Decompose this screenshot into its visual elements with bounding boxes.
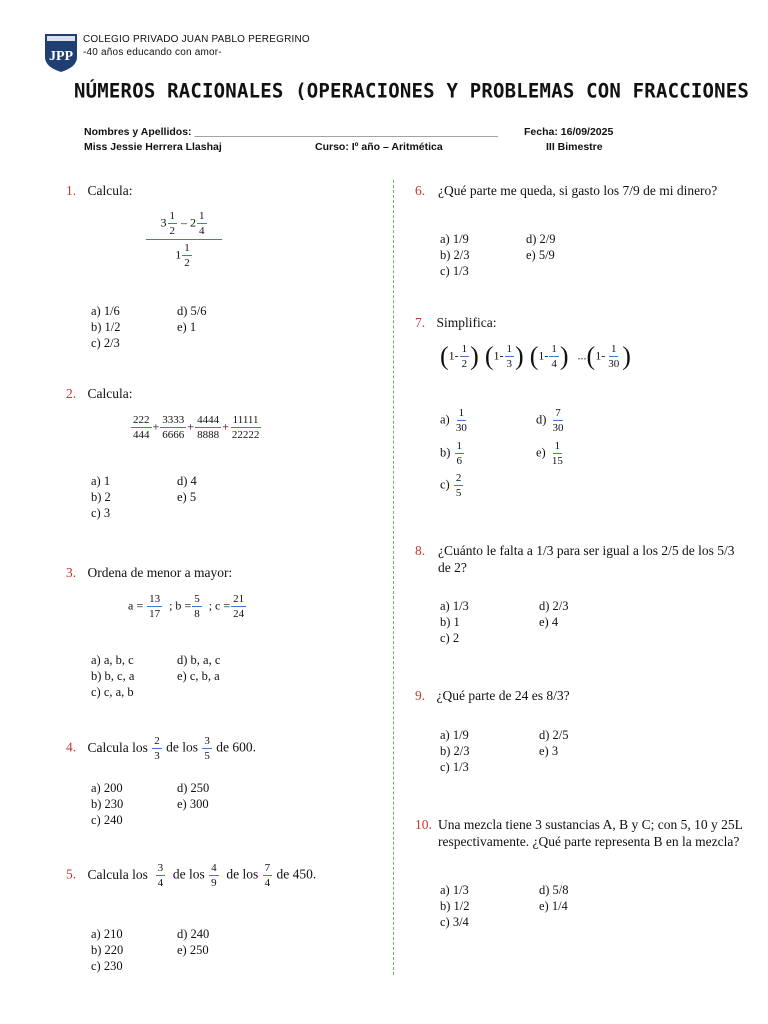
q2-options-left — [91, 473, 111, 521]
option[interactable]: b) b, c, a — [91, 669, 135, 683]
option[interactable]: e) 4 — [539, 615, 559, 629]
question-text: Simplifica: — [436, 315, 497, 330]
fraction: $\frac{1}{3}$ — [506, 343, 513, 370]
question-text: ¿Qué parte me queda, si gasto los 7/9 de mi dinero? — [438, 183, 718, 198]
option[interactable]: d) b, a, c — [177, 653, 221, 667]
question-text: ¿Qué parte de 24 es 8/3? — [436, 688, 570, 703]
fraction: $\frac{1}{4}$ — [199, 210, 205, 237]
question-number: 7. — [415, 315, 426, 330]
option[interactable]: e) 300 — [177, 797, 209, 811]
option[interactable]: a) 1 — [91, 474, 111, 488]
q2-options-right — [177, 473, 197, 505]
option[interactable]: b) 230 — [91, 797, 124, 811]
option[interactable]: a) 1/9 — [440, 728, 469, 742]
term-label: III Bimestre — [546, 141, 603, 153]
option[interactable]: c) c, a, b — [91, 685, 134, 699]
fraction: $\frac{7}{4}$ — [264, 862, 271, 889]
question-4 — [66, 735, 256, 762]
option[interactable]: e) 1 — [177, 320, 197, 334]
fraction: $\frac{3}{5}$ — [204, 735, 210, 762]
question-text: de los — [226, 866, 259, 882]
question-number: 2. — [66, 386, 77, 401]
fraction: $\frac{13}{17}$ — [149, 593, 161, 620]
q4-options-right — [177, 780, 209, 812]
option[interactable]: c) 230 — [91, 959, 123, 973]
date-label: Fecha: 16/09/2025 — [524, 126, 614, 138]
option[interactable]: b) 220 — [91, 943, 124, 957]
option[interactable]: c) 1/3 — [440, 264, 469, 278]
q9-options-left — [440, 727, 470, 775]
fraction: $\frac{1}{2}$ — [169, 210, 175, 237]
question-number: 3. — [66, 565, 77, 580]
option[interactable]: a) a, b, c — [91, 653, 134, 667]
q7-option-e[interactable]: e) $\frac{1}{15}$ — [536, 440, 563, 467]
option[interactable]: c) 3 — [91, 506, 111, 520]
option[interactable]: d) 2/3 — [539, 599, 569, 613]
option[interactable]: c) 2/3 — [91, 336, 120, 350]
option[interactable]: d) 2/5 — [539, 728, 569, 742]
q6-options-right — [526, 231, 556, 263]
page-title: NÚMEROS RACIONALES (OPERACIONES Y PROBLEMAS CON FRACCIONES — [74, 79, 750, 103]
option[interactable]: b) 2 — [91, 490, 111, 504]
fraction: $\frac{2}{3}$ — [154, 735, 160, 762]
question-number: 6. — [415, 183, 426, 198]
option[interactable]: c) 1/3 — [440, 760, 469, 774]
question-number: 5. — [66, 866, 77, 882]
q1-options-left — [91, 303, 121, 351]
question-number: 8. — [415, 543, 426, 558]
question-5 — [66, 862, 316, 889]
question-6 — [415, 182, 750, 199]
column-divider — [393, 180, 394, 975]
question-number: 9. — [415, 688, 426, 703]
q5-options-left — [91, 926, 123, 974]
question-text: de 450. — [276, 866, 317, 882]
option[interactable]: b) 2/3 — [440, 248, 470, 262]
school-header — [83, 33, 310, 59]
option[interactable]: e) 5 — [177, 490, 197, 504]
q4-options-left — [91, 780, 123, 828]
question-number: 1. — [66, 183, 77, 198]
question-number: 10. — [415, 817, 432, 832]
mixed-whole: 1 — [175, 247, 182, 262]
option[interactable]: b) 2/3 — [440, 744, 470, 758]
name-field-label: Nombres y Apellidos: ____________________________________________________ — [84, 126, 499, 138]
q2-expression: $\frac{222}{444}$ + $\frac{3333}{6666}$ + $\frac{4444}{8888}$ + $\frac{11111}{22222}$ — [133, 414, 260, 441]
question-text: de los — [172, 866, 205, 882]
option[interactable]: b) 1 — [440, 615, 460, 629]
fraction: $\frac{222}{444}$ — [133, 414, 150, 441]
q10-options-left — [440, 882, 470, 930]
operator: – 2 — [181, 215, 196, 230]
fraction: $\frac{21}{24}$ — [233, 593, 245, 620]
question-text: Calcula los — [87, 739, 148, 755]
fraction: $\frac{1}{30}$ — [608, 343, 620, 370]
q8-options-left — [440, 598, 469, 646]
question-text: Calcula los — [87, 866, 148, 882]
q7-option-b[interactable]: b) $\frac{1}{6}$ — [440, 440, 463, 467]
q5-options-right — [177, 926, 209, 958]
school-logo — [44, 33, 78, 73]
question-text: Calcula: — [87, 386, 133, 401]
question-text: Una mezcla tiene 3 sustancias A, B y C; con 5, 10 y 25L respectivamente. ¿Qué parte representa B en la mezcla? — [438, 817, 743, 849]
question-8 — [415, 542, 750, 576]
question-3 — [66, 564, 232, 581]
question-text: ¿Cuánto le falta a 1/3 para ser igual a los 2/5 de los 5/3 de 2? — [438, 543, 735, 575]
option[interactable]: a) 1/3 — [440, 599, 469, 613]
fraction: $\frac{3}{4}$ — [157, 862, 164, 889]
question-text: de los — [166, 739, 198, 755]
option[interactable]: e) c, b, a — [177, 669, 220, 683]
q7-expression: (1- $\frac{1}{2}$ ) (1- $\frac{1}{3}$ ) (1- $\frac{1}{4}$ ) ...(1- $\frac{1}{30}$ ) — [440, 341, 631, 371]
logo-lettering: JPP — [48, 49, 74, 64]
q1-expression — [146, 210, 222, 269]
fraction: $\frac{5}{8}$ — [194, 593, 200, 620]
school-name: COLEGIO PRIVADO JUAN PABLO PEREGRINO — [83, 34, 310, 45]
q3-expression: a = $\frac{13}{17}$ ; b = $\frac{5}{8}$ ; c = $\frac{21}{24}$ — [128, 593, 245, 620]
q8-options-right — [539, 598, 569, 630]
option[interactable]: c) 2 — [440, 631, 460, 645]
q1-options-right — [177, 303, 207, 335]
option[interactable]: e) 5/9 — [526, 248, 555, 262]
fraction: $\frac{4444}{8888}$ — [197, 414, 220, 441]
option[interactable]: e) 250 — [177, 943, 209, 957]
fraction: $\frac{1}{2}$ — [184, 242, 190, 269]
option[interactable]: a) 200 — [91, 781, 123, 795]
question-text: Ordena de menor a mayor: — [87, 565, 233, 580]
teacher-name: Miss Jessie Herrera Llashaj — [84, 141, 222, 153]
question-number: 4. — [66, 739, 77, 755]
school-motto: -40 años educando con amor- — [83, 47, 222, 58]
question-text: de 600. — [216, 739, 256, 755]
option[interactable]: d) 5/8 — [539, 883, 569, 897]
q10-options-right — [539, 882, 569, 914]
course-label: Curso: Iº año – Aritmética — [315, 141, 443, 153]
question-text: Calcula: — [87, 183, 133, 198]
option[interactable]: d) 250 — [177, 781, 210, 795]
option[interactable]: a) 1/6 — [91, 304, 120, 318]
option[interactable]: d) 5/6 — [177, 304, 207, 318]
option[interactable]: b) 1/2 — [440, 899, 470, 913]
option[interactable]: a) 1/9 — [440, 232, 469, 246]
option[interactable]: c) 3/4 — [440, 915, 469, 929]
question-2 — [66, 385, 132, 402]
option[interactable]: a) 1/3 — [440, 883, 469, 897]
option[interactable]: d) 2/9 — [526, 232, 556, 246]
fraction: $\frac{4}{9}$ — [211, 862, 217, 889]
question-10 — [415, 816, 752, 850]
q7-option-c[interactable]: c) $\frac{2}{5}$ — [440, 472, 462, 499]
q7-option-d[interactable]: d) $\frac{7}{30}$ — [536, 407, 564, 434]
question-7 — [415, 314, 497, 331]
fraction: $\frac{1}{4}$ — [551, 343, 557, 370]
option[interactable]: a) 210 — [91, 927, 123, 941]
q9-options-right — [539, 727, 569, 759]
q3-options-right — [177, 652, 220, 684]
fraction: $\frac{3333}{6666}$ — [162, 414, 185, 441]
fraction: $\frac{1}{2}$ — [461, 343, 468, 370]
q3-options-left — [91, 652, 134, 700]
q7-option-a[interactable]: a) $\frac{1}{30}$ — [440, 407, 467, 434]
option[interactable]: c) 240 — [91, 813, 123, 827]
question-9 — [415, 687, 570, 704]
mixed-whole: 3 — [160, 215, 167, 230]
option[interactable]: e) 3 — [539, 744, 559, 758]
option[interactable]: d) 4 — [177, 474, 197, 488]
option[interactable]: b) 1/2 — [91, 320, 121, 334]
q6-options-left — [440, 231, 470, 279]
fraction: $\frac{11111}{22222}$ — [231, 414, 260, 441]
question-1 — [66, 182, 132, 199]
option[interactable]: e) 1/4 — [539, 899, 568, 913]
option[interactable]: d) 240 — [177, 927, 210, 941]
